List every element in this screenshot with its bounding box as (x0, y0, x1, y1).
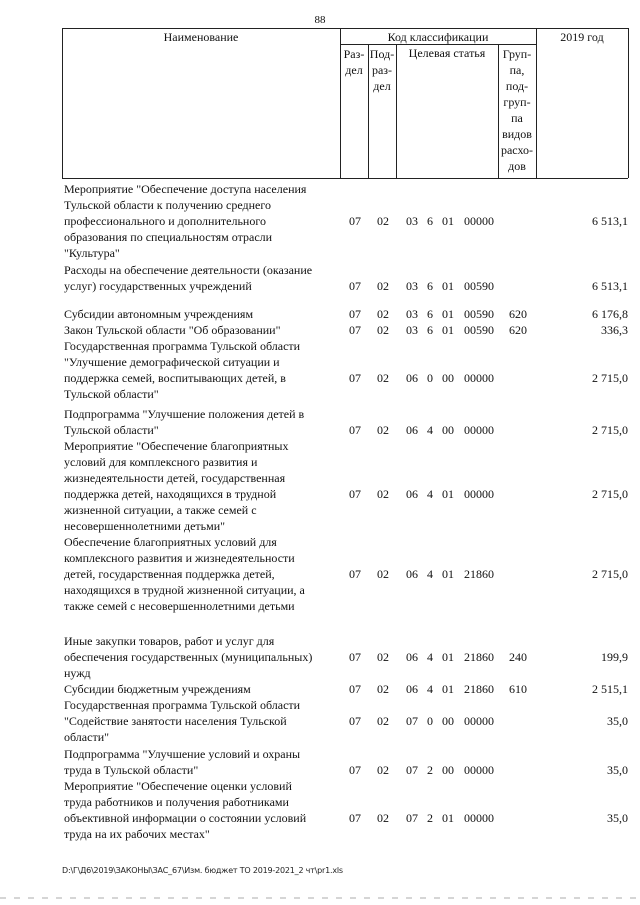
table-row (0, 181, 640, 262)
row-name: Закон Тульской области "Об образовании" (64, 323, 281, 337)
table-row (0, 681, 640, 697)
code-p2: 6 (427, 307, 433, 321)
code-p2: 4 (427, 487, 433, 502)
code-p2: 6 (427, 214, 433, 229)
row-name: Государственная программа Тульской области "Улучшение демографической ситуации и поддержка семей, воспитывающих детей, в Тульской области" (64, 339, 301, 402)
code-p3: 01 (442, 307, 454, 321)
amount: 2 715,0 (592, 487, 628, 502)
row-name: Субсидии автономным учреждениям (64, 307, 254, 321)
amount: 6 513,1 (592, 279, 628, 294)
code-rz: 07 (349, 682, 361, 696)
code-rz: 07 (349, 650, 361, 665)
code-p3: 00 (442, 423, 454, 438)
header-year: 2019 год (560, 30, 604, 44)
code-p3: 01 (442, 650, 454, 665)
code-pr: 02 (377, 682, 389, 696)
code-p3: 01 (442, 487, 454, 502)
code-p2: 4 (427, 650, 433, 665)
code-p2: 2 (427, 763, 433, 778)
code-p1: 06 (406, 423, 418, 438)
code-vr: 240 (509, 650, 527, 665)
code-pr: 02 (377, 307, 389, 321)
row-name: Мероприятие "Обеспечение доступа населения Тульской области к получению среднего профессионального и дополнительного образования по специальностям отрасли "Культура" (64, 182, 307, 261)
code-rz: 07 (349, 323, 361, 337)
amount: 35,0 (607, 763, 628, 778)
code-p2: 4 (427, 682, 433, 696)
header-target: Целевая статья (408, 46, 486, 60)
code-p2: 4 (427, 423, 433, 438)
table-row (0, 406, 640, 438)
code-p2: 0 (427, 714, 433, 729)
amount: 336,3 (601, 323, 628, 337)
table-row (0, 322, 640, 338)
code-rz: 07 (349, 214, 361, 229)
code-p1: 03 (406, 279, 418, 294)
code-p2: 2 (427, 811, 433, 826)
code-rz: 07 (349, 763, 361, 778)
table-row (0, 633, 640, 681)
code-pr: 02 (377, 763, 389, 778)
header-top-border (62, 28, 628, 29)
code-pr: 02 (377, 279, 389, 294)
code-pr: 02 (377, 714, 389, 729)
header-bottom-border (62, 178, 628, 179)
row-name: Подпрограмма "Улучшение положения детей в Тульской области" (64, 407, 305, 438)
table-row (0, 697, 640, 745)
header-name: Наименование (163, 30, 239, 44)
row-name: Мероприятие "Обеспечение благоприятных условий для комплексного развития и жизнедеятельности детей, государственная поддержка детей, находящихся в трудной жизненной ситуации, а также семей с несовершеннолетними детьми" (64, 439, 289, 534)
code-vr: 610 (509, 682, 527, 696)
table-row (0, 262, 640, 294)
code-pr: 02 (377, 650, 389, 665)
page-number: 88 (314, 14, 326, 26)
code-p4: 00000 (464, 214, 494, 229)
code-p1: 06 (406, 371, 418, 386)
code-p4: 00000 (464, 371, 494, 386)
code-p1: 03 (406, 307, 418, 321)
code-p4: 00000 (464, 487, 494, 502)
code-p4: 21860 (464, 650, 494, 665)
code-rz: 07 (349, 811, 361, 826)
code-p4: 00000 (464, 714, 494, 729)
row-name: Субсидии бюджетным учреждениям (64, 682, 251, 696)
code-p1: 06 (406, 487, 418, 502)
amount: 2 715,0 (592, 423, 628, 438)
code-p2: 6 (427, 323, 433, 337)
code-rz: 07 (349, 567, 361, 582)
code-p3: 01 (442, 214, 454, 229)
code-p1: 06 (406, 567, 418, 582)
row-name: Подпрограмма "Улучшение условий и охраны труда в Тульской области" (64, 747, 301, 778)
code-pr: 02 (377, 811, 389, 826)
code-p2: 0 (427, 371, 433, 386)
header-divider (396, 44, 397, 178)
header-podrazdel: Под- раз- дел (369, 47, 395, 93)
code-p1: 03 (406, 323, 418, 337)
code-rz: 07 (349, 423, 361, 438)
code-p1: 06 (406, 650, 418, 665)
file-path-footer: D:\Г\Д6\2019\ЗАКОНЫ\ЗАС_67\Изм. бюджет ТО 2019-2021_2 чт\pr1.xls (62, 866, 343, 875)
code-p4: 00000 (464, 423, 494, 438)
code-p3: 00 (442, 371, 454, 386)
code-pr: 02 (377, 487, 389, 502)
code-p1: 06 (406, 682, 418, 696)
code-p1: 07 (406, 763, 418, 778)
code-rz: 07 (349, 307, 361, 321)
code-rz: 07 (349, 279, 361, 294)
code-pr: 02 (377, 323, 389, 337)
header-left-border (62, 28, 63, 178)
amount: 6 176,8 (592, 307, 628, 321)
row-name: Расходы на обеспечение деятельности (оказание услуг) государственных учреждений (64, 263, 313, 294)
code-p3: 01 (442, 682, 454, 696)
table-row (0, 438, 640, 535)
code-vr: 620 (509, 323, 527, 337)
amount: 35,0 (607, 714, 628, 729)
amount: 199,9 (601, 650, 628, 665)
code-rz: 07 (349, 714, 361, 729)
header-sub-border (340, 44, 536, 45)
header-classification: Код классификации (387, 30, 489, 44)
amount: 6 513,1 (592, 214, 628, 229)
header-razdel: Раз- дел (343, 47, 365, 77)
row-name: Мероприятие "Обеспечение оценки условий труда работников и получения работниками объективной информации о состоянии условий труда на их рабочих местах" (64, 779, 307, 842)
row-name: Государственная программа Тульской области "Содействие занятости населения Тульской области" (64, 698, 301, 745)
code-pr: 02 (377, 567, 389, 582)
code-p3: 01 (442, 811, 454, 826)
code-p3: 01 (442, 279, 454, 294)
table-row (0, 778, 640, 842)
code-p3: 01 (442, 323, 454, 337)
amount: 2 715,0 (592, 371, 628, 386)
code-pr: 02 (377, 214, 389, 229)
header-right-border (628, 28, 629, 178)
code-p4: 21860 (464, 682, 494, 696)
amount: 2 515,1 (592, 682, 628, 696)
table-row (0, 746, 640, 778)
table-row (0, 534, 640, 615)
code-p2: 6 (427, 279, 433, 294)
code-rz: 07 (349, 371, 361, 386)
code-p4: 00590 (464, 323, 494, 337)
scan-artifact (0, 897, 640, 899)
header-divider (536, 28, 537, 178)
code-pr: 02 (377, 423, 389, 438)
amount: 35,0 (607, 811, 628, 826)
code-vr: 620 (509, 307, 527, 321)
code-p3: 00 (442, 714, 454, 729)
row-name: Обеспечение благоприятных условий для комплексного развития и жизнедеятельности детей, государственная поддержка детей, находящихся в трудной жизненной ситуации, а также семей с несовершеннолетними детьми (64, 535, 305, 614)
amount: 2 715,0 (592, 567, 628, 582)
code-p3: 00 (442, 763, 454, 778)
code-p4: 00000 (464, 763, 494, 778)
table-row (0, 338, 640, 402)
header-vid: Груп- па, под- груп- па видов расхо- дов (500, 47, 534, 173)
code-p1: 07 (406, 714, 418, 729)
code-p4: 21860 (464, 567, 494, 582)
code-p1: 07 (406, 811, 418, 826)
code-p4: 00590 (464, 307, 494, 321)
code-p3: 01 (442, 567, 454, 582)
code-rz: 07 (349, 487, 361, 502)
code-p4: 00000 (464, 811, 494, 826)
row-name: Иные закупки товаров, работ и услуг для обеспечения государственных (муниципальных) нужд (64, 634, 313, 681)
code-p1: 03 (406, 214, 418, 229)
code-p4: 00590 (464, 279, 494, 294)
code-p2: 4 (427, 567, 433, 582)
code-pr: 02 (377, 371, 389, 386)
table-row (0, 306, 640, 322)
